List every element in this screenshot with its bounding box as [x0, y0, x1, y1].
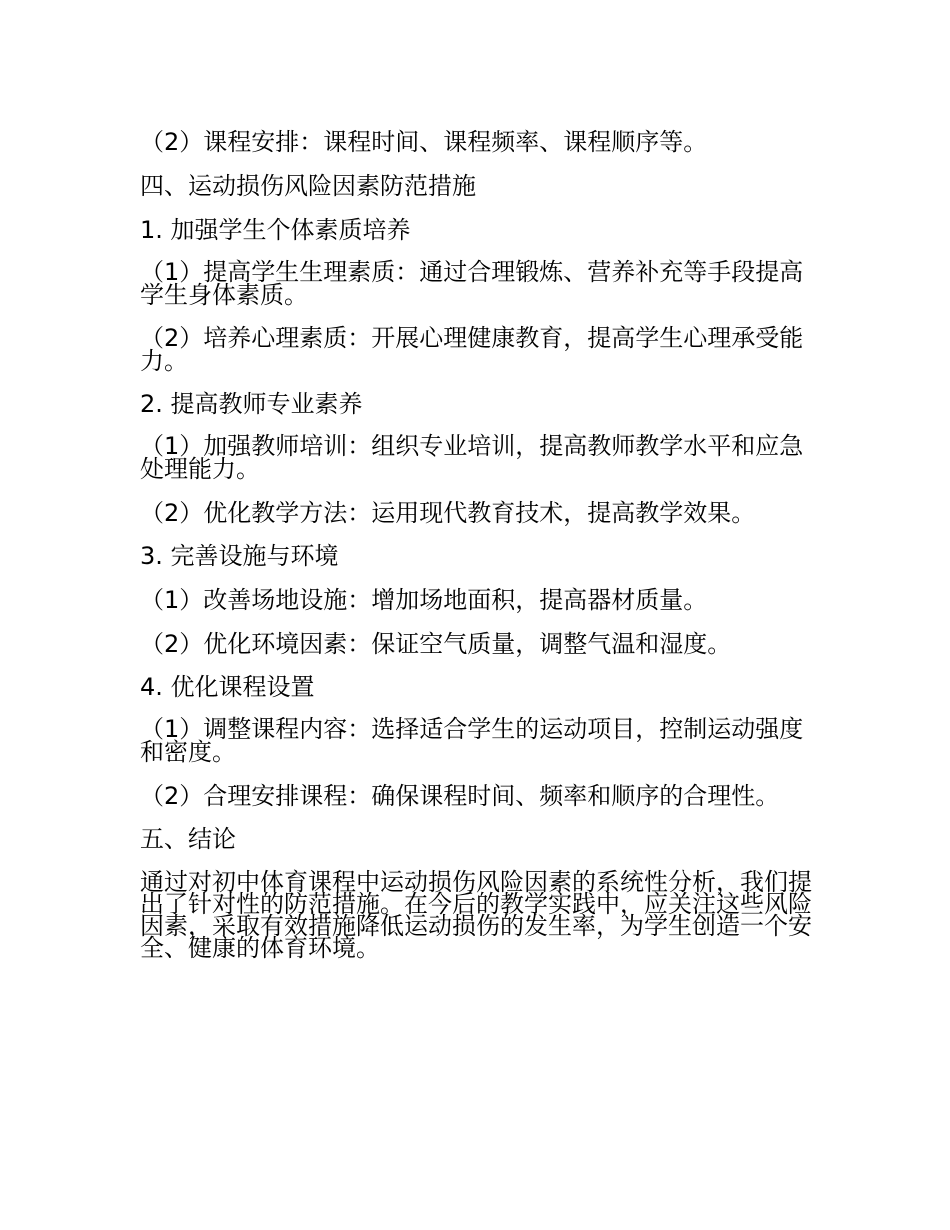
paragraph-site-facilities: （1）改善场地设施：增加场地面积，提高器材质量。: [140, 586, 708, 614]
paragraph-environment-factors: （2）优化环境因素：保证空气质量，调整气温和湿度。: [140, 630, 732, 658]
paragraph-course-arrangement: （2）课程安排：课程时间、课程频率、课程顺序等。: [140, 128, 708, 156]
subheading-course-settings: 4. 优化课程设置: [140, 673, 315, 701]
section-heading-prevention-measures: 四、运动损伤风险因素防范措施: [140, 172, 476, 200]
subheading-facilities-environment: 3. 完善设施与环境: [140, 542, 339, 570]
paragraph-course-content: （1）调整课程内容：选择适合学生的运动项目，控制运动强度和密度。: [140, 715, 804, 766]
subheading-student-quality: 1. 加强学生个体素质培养: [140, 216, 411, 244]
paragraph-teacher-training: （1）加强教师培训：组织专业培训，提高教师教学水平和应急处理能力。: [140, 432, 804, 483]
paragraph-conclusion: 通过对初中体育课程中运动损伤风险因素的系统性分析，我们提出了针对性的防范措施。在今后的教学实践中，应关注这些风险因素，采取有效措施降低运动损伤的发生率，为学生创造一个安全、健康的体育环境。: [140, 868, 812, 962]
paragraph-physical-quality: （1）提高学生生理素质：通过合理锻炼、营养补充等手段提高学生身体素质。: [140, 258, 804, 309]
paragraph-psychological-quality: （2）培养心理素质：开展心理健康教育，提高学生心理承受能力。: [140, 324, 804, 375]
paragraph-teaching-methods: （2）优化教学方法：运用现代教育技术，提高教学效果。: [140, 499, 756, 527]
subheading-teacher-quality: 2. 提高教师专业素养: [140, 390, 363, 418]
section-heading-conclusion: 五、结论: [140, 825, 236, 853]
paragraph-course-schedule: （2）合理安排课程：确保课程时间、频率和顺序的合理性。: [140, 782, 780, 810]
